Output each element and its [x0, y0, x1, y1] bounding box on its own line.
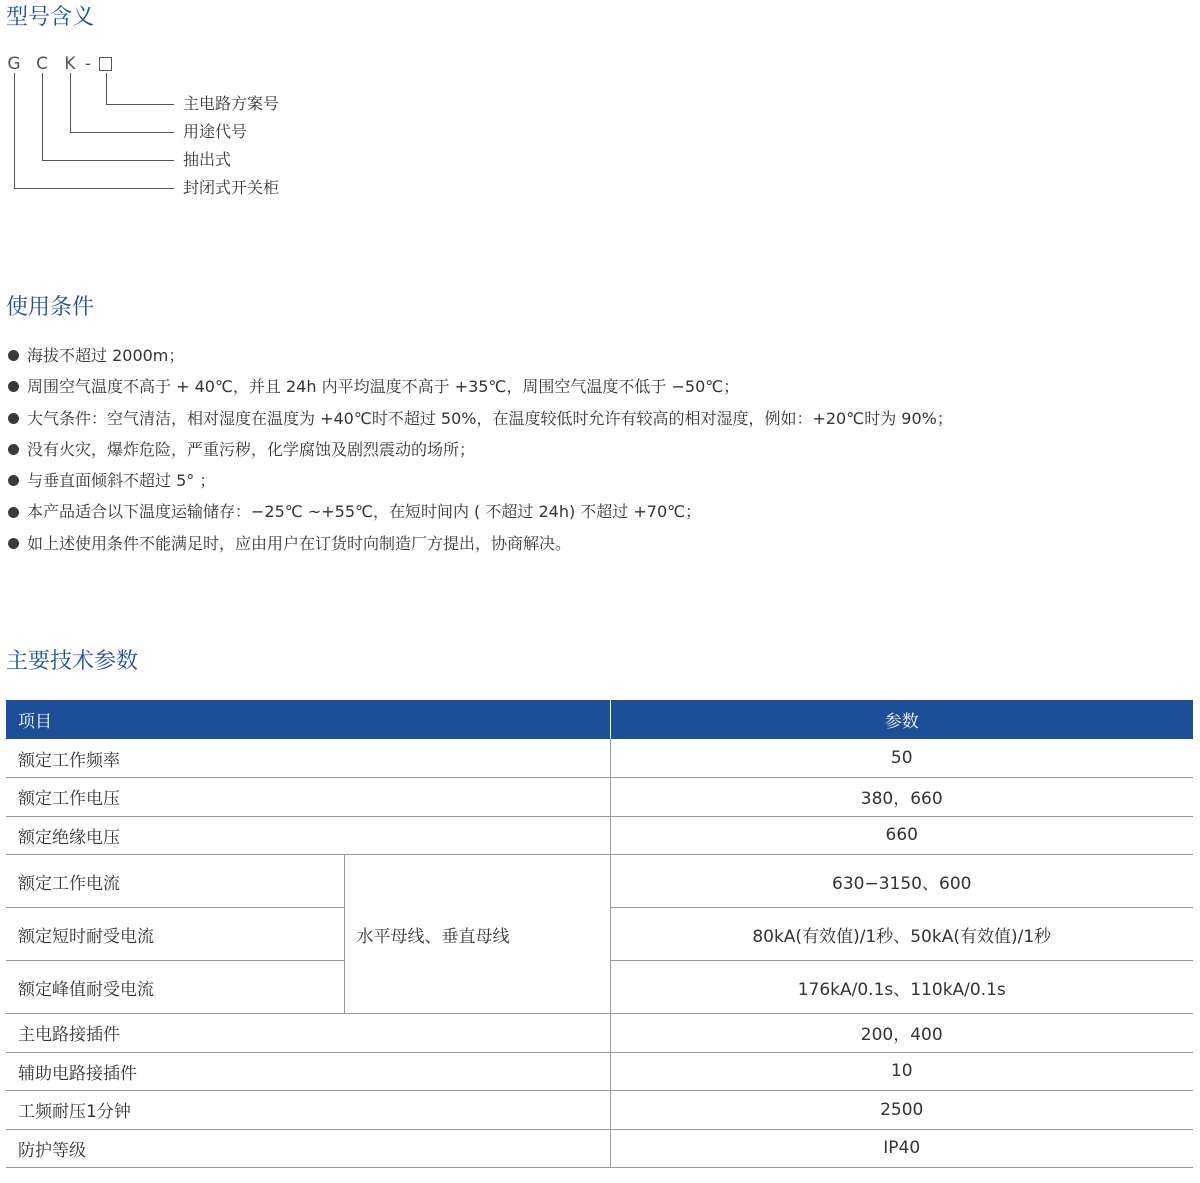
connector-line: [42, 160, 174, 161]
connector-line: [42, 73, 43, 160]
list-item: [8, 434, 953, 465]
row-value: 176kA/0.1s、110kA/0.1s: [610, 961, 1193, 1014]
row-value: IP40: [610, 1129, 1193, 1168]
code-letter-k: K: [64, 54, 76, 74]
row-item: 额定峰值耐受电流: [6, 961, 344, 1014]
condition-text: 周围空气温度不高于 + 40℃，并且 24h 内平均温度不高于 +35℃，周围空气温度不低于 −50℃；: [27, 377, 740, 397]
params-table: [6, 700, 1193, 1168]
params-section-title: 主要技术参数: [6, 649, 139, 674]
conditions-section-title: 使用条件: [6, 295, 95, 320]
code-placeholder-box: [99, 57, 112, 71]
connector-line: [106, 104, 174, 105]
code-letter-g: G: [7, 54, 21, 74]
list-item: [8, 371, 953, 402]
row-item: 工频耐压1分钟: [6, 1091, 610, 1130]
code-letter-c: C: [36, 54, 48, 74]
table-row: [6, 1091, 1193, 1130]
list-item: [8, 403, 953, 434]
row-item: 防护等级: [6, 1129, 610, 1168]
conditions-list: [8, 340, 953, 559]
row-value: 10: [610, 1052, 1193, 1091]
bullet-icon: [8, 538, 19, 549]
condition-text: 大气条件：空气清洁，相对湿度在温度为 +40℃时不超过 50%，在温度较低时允许有较高的相对湿度，例如：+20℃时为 90%；: [27, 408, 953, 428]
condition-text: 没有火灾，爆炸危险，严重污秽，化学腐蚀及剧烈震动的场所；: [27, 439, 476, 459]
row-item: 额定工作电流: [6, 855, 344, 908]
label-usage-code: 用途代号: [183, 122, 248, 141]
row-value: 380，660: [610, 778, 1193, 817]
label-main-circuit-scheme: 主电路方案号: [183, 94, 280, 113]
row-value: 50: [610, 739, 1193, 778]
row-item: 额定短时耐受电流: [6, 908, 344, 961]
row-value: 200，400: [610, 1014, 1193, 1053]
label-enclosed-switchgear: 封闭式开关柜: [183, 178, 280, 197]
condition-text: 海拔不超过 2000m；: [27, 346, 185, 365]
header-value: 参数: [610, 700, 1193, 739]
row-item: 额定工作频率: [6, 739, 610, 778]
table-row: [6, 855, 1193, 908]
row-item: 额定工作电压: [6, 778, 610, 817]
row-value: 630−3150、600: [610, 855, 1193, 908]
connector-line: [70, 73, 71, 132]
row-value: 2500: [610, 1091, 1193, 1130]
condition-text: 本产品适合以下温度运输储存：−25℃ ~+55℃，在短时间内 ( 不超过 24h) 不超过 +70℃；: [27, 502, 702, 522]
bullet-icon: [8, 444, 19, 455]
connector-line: [14, 188, 174, 189]
connector-line: [106, 73, 107, 104]
model-section-title: 型号含义: [6, 5, 95, 30]
table-row: [6, 816, 1193, 855]
list-item: [8, 496, 953, 527]
label-withdrawable: 抽出式: [183, 150, 232, 169]
code-dash: -: [84, 54, 92, 74]
table-row: [6, 739, 1193, 778]
table-row: [6, 1052, 1193, 1091]
connector-line: [14, 73, 15, 188]
condition-text: 与垂直面倾斜不超过 5° ；: [27, 471, 216, 491]
row-item: 额定绝缘电压: [6, 816, 610, 855]
row-item: 辅助电路接插件: [6, 1052, 610, 1091]
row-value: 80kA(有效值)/1秒、50kA(有效值)/1秒: [610, 908, 1193, 961]
row-value: 660: [610, 816, 1193, 855]
model-code-diagram: [0, 50, 320, 200]
list-item: [8, 528, 953, 559]
table-row: [6, 1014, 1193, 1053]
table-header-row: [6, 700, 1193, 739]
table-row: [6, 1129, 1193, 1168]
table-row: [6, 778, 1193, 817]
bullet-icon: [8, 413, 19, 424]
bullet-icon: [8, 507, 19, 518]
bullet-icon: [8, 350, 19, 361]
row-item: 主电路接插件: [6, 1014, 610, 1053]
list-item: [8, 465, 953, 496]
condition-text: 如上述使用条件不能满足时，应由用户在订货时向制造厂方提出，协商解决。: [27, 533, 572, 553]
connector-line: [70, 132, 174, 133]
bullet-icon: [8, 381, 19, 392]
merged-sub-label: 水平母线、垂直母线: [344, 855, 610, 1014]
header-item: 项目: [6, 700, 610, 739]
list-item: [8, 340, 953, 371]
bullet-icon: [8, 475, 19, 486]
